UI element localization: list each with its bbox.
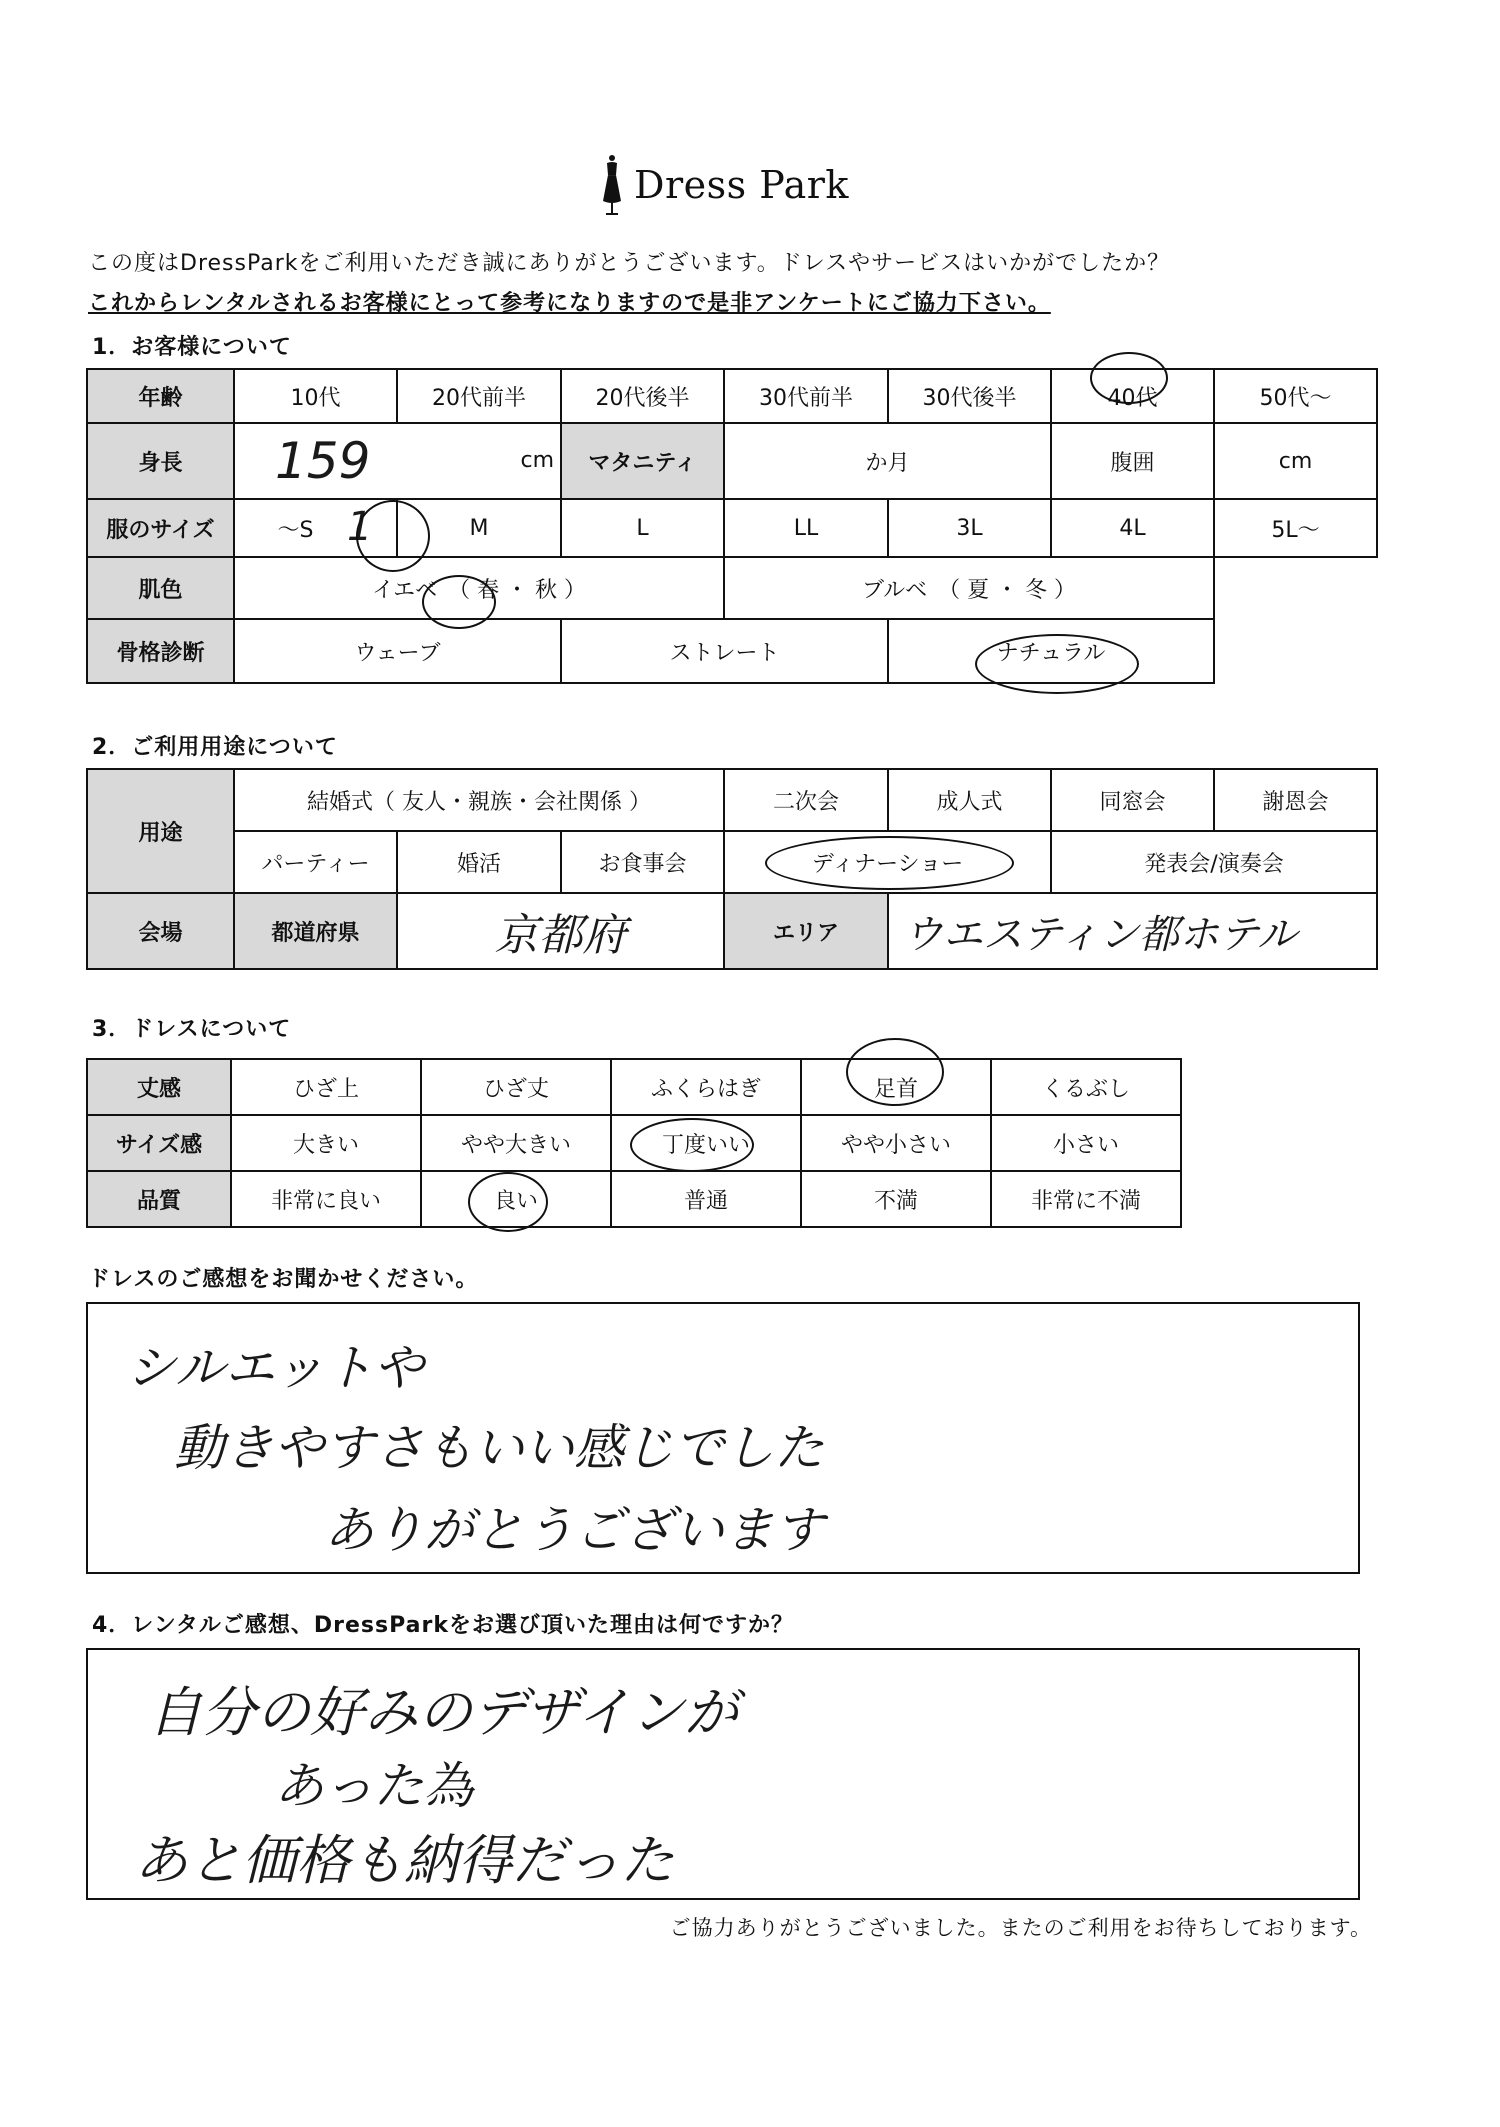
skin-blue-option[interactable]: ブルベ （ 夏 ・ 冬 ） bbox=[724, 557, 1214, 619]
length-option[interactable]: ひざ丈 bbox=[421, 1059, 611, 1115]
height-field[interactable] bbox=[234, 423, 561, 499]
dress-comment-line: シルエットや bbox=[126, 1339, 424, 1397]
size-option[interactable]: LL bbox=[724, 499, 888, 557]
size-option[interactable]: 3L bbox=[888, 499, 1051, 557]
section2-title: 2．ご利用用途について bbox=[92, 735, 338, 760]
height-value: 159 bbox=[275, 432, 371, 490]
age-option[interactable]: 10代 bbox=[234, 369, 397, 423]
maternity-label: マタニティ bbox=[561, 423, 724, 499]
reason-comment-box[interactable] bbox=[86, 1648, 1360, 1900]
age-option[interactable]: 50代〜 bbox=[1214, 369, 1377, 423]
purpose-option[interactable]: パーティー bbox=[234, 831, 397, 893]
prefecture-field[interactable] bbox=[397, 893, 724, 969]
age-label: 年齢 bbox=[87, 369, 234, 423]
waist-unit: cm bbox=[1278, 448, 1313, 474]
fit-label: サイズ感 bbox=[87, 1115, 231, 1171]
size-option[interactable]: M bbox=[397, 499, 561, 557]
age-option[interactable]: 20代前半 bbox=[397, 369, 561, 423]
logo-text: Dress Park bbox=[634, 163, 849, 207]
height-label: 身長 bbox=[87, 423, 234, 499]
skin-yellow-option[interactable]: イエベ （ 春 ・ 秋 ） bbox=[234, 557, 724, 619]
area-label: エリア bbox=[724, 893, 888, 969]
purpose-option[interactable]: 婚活 bbox=[397, 831, 561, 893]
section1-title: 1．お客様について bbox=[92, 335, 292, 360]
size-option-s-label: 〜S bbox=[277, 517, 314, 543]
quality-label: 品質 bbox=[87, 1171, 231, 1227]
quality-option[interactable]: 非常に良い bbox=[231, 1171, 421, 1227]
length-option[interactable]: くるぶし bbox=[991, 1059, 1181, 1115]
length-option[interactable]: ひざ上 bbox=[231, 1059, 421, 1115]
purpose-option[interactable]: 発表会/演奏会 bbox=[1051, 831, 1377, 893]
customer-table bbox=[86, 368, 1378, 684]
dress-form-icon bbox=[600, 153, 624, 217]
purpose-option[interactable]: 結婚式（ 友人・親族・会社関係 ） bbox=[234, 769, 724, 831]
fit-option[interactable]: 大きい bbox=[231, 1115, 421, 1171]
frame-label: 骨格診断 bbox=[87, 619, 234, 683]
venue-label: 会場 bbox=[87, 893, 234, 969]
area-field[interactable] bbox=[888, 893, 1377, 969]
fit-option[interactable]: やや小さい bbox=[801, 1115, 991, 1171]
dress-comment-line: ありがとうございます bbox=[324, 1501, 824, 1559]
dress-comment-box[interactable] bbox=[86, 1302, 1360, 1574]
size-mark: 1 bbox=[347, 504, 373, 550]
fit-option[interactable]: やや大きい bbox=[421, 1115, 611, 1171]
size-option[interactable]: L bbox=[561, 499, 724, 557]
purpose-option[interactable]: 二次会 bbox=[724, 769, 888, 831]
size-label: 服のサイズ bbox=[87, 499, 234, 557]
footer-thanks: ご協力ありがとうございました。またのご利用をお待ちしております。 bbox=[669, 1916, 1372, 1940]
quality-option[interactable]: 普通 bbox=[611, 1171, 801, 1227]
length-option[interactable]: ふくらはぎ bbox=[611, 1059, 801, 1115]
length-option-selected[interactable]: 足首 bbox=[801, 1059, 991, 1115]
height-unit: cm bbox=[520, 448, 554, 473]
intro-line-1: この度はDressParkをご利用いただき誠にありがとうございます。ドレスやサービスはいかがでしたか？ bbox=[88, 251, 1171, 276]
size-option[interactable]: 4L bbox=[1051, 499, 1214, 557]
size-option-s[interactable] bbox=[234, 499, 397, 557]
reason-comment-line: あった為 bbox=[274, 1757, 474, 1815]
age-option[interactable]: 20代後半 bbox=[561, 369, 724, 423]
dress-comment-label: ドレスのご感想をお聞かせください。 bbox=[88, 1267, 479, 1292]
purpose-option[interactable]: 謝恩会 bbox=[1214, 769, 1377, 831]
frame-option[interactable]: ウェーブ bbox=[234, 619, 561, 683]
reason-comment-line: 自分の好みのデザインが bbox=[148, 1681, 739, 1744]
maternity-field[interactable] bbox=[724, 423, 1051, 499]
frame-option[interactable]: ストレート bbox=[561, 619, 888, 683]
section4-title: 4．レンタルご感想、DressParkをお選び頂いた理由は何ですか？ bbox=[92, 1613, 794, 1638]
age-option-selected[interactable]: 40代 bbox=[1051, 369, 1214, 423]
skin-label: 肌色 bbox=[87, 557, 234, 619]
age-option[interactable]: 30代後半 bbox=[888, 369, 1051, 423]
fit-option[interactable]: 小さい bbox=[991, 1115, 1181, 1171]
maternity-unit: か月 bbox=[865, 450, 910, 476]
reason-comment-line: あと価格も納得だった bbox=[134, 1829, 674, 1892]
fit-option-selected[interactable]: 丁度いい bbox=[611, 1115, 801, 1171]
age-option[interactable]: 30代前半 bbox=[724, 369, 888, 423]
purpose-label: 用途 bbox=[87, 769, 234, 893]
dress-table bbox=[86, 1058, 1182, 1228]
dresspark-logo bbox=[600, 150, 849, 220]
purpose-option[interactable]: 成人式 bbox=[888, 769, 1051, 831]
prefecture-label: 都道府県 bbox=[234, 893, 397, 969]
section3-title: 3．ドレスについて bbox=[92, 1017, 292, 1042]
area-value: ウエスティン都ホテル bbox=[903, 911, 1298, 958]
quality-option[interactable]: 不満 bbox=[801, 1171, 991, 1227]
purpose-option-selected[interactable]: ディナーショー bbox=[724, 831, 1051, 893]
intro-line-2: これからレンタルされるお客様にとって参考になりますので是非アンケートにご協力下さい。 bbox=[88, 291, 1051, 316]
purpose-option[interactable]: 同窓会 bbox=[1051, 769, 1214, 831]
usage-table bbox=[86, 768, 1378, 970]
frame-option-selected[interactable]: ナチュラル bbox=[888, 619, 1214, 683]
dress-comment-line: 動きやすさもいい感じでした bbox=[174, 1419, 824, 1477]
prefecture-value: 京都府 bbox=[494, 910, 627, 961]
length-label: 丈感 bbox=[87, 1059, 231, 1115]
quality-option[interactable]: 非常に不満 bbox=[991, 1171, 1181, 1227]
quality-option-selected[interactable]: 良い bbox=[421, 1171, 611, 1227]
size-option[interactable]: 5L〜 bbox=[1214, 499, 1377, 557]
waist-field[interactable] bbox=[1214, 423, 1377, 499]
waist-label: 腹囲 bbox=[1051, 423, 1214, 499]
purpose-option[interactable]: お食事会 bbox=[561, 831, 724, 893]
